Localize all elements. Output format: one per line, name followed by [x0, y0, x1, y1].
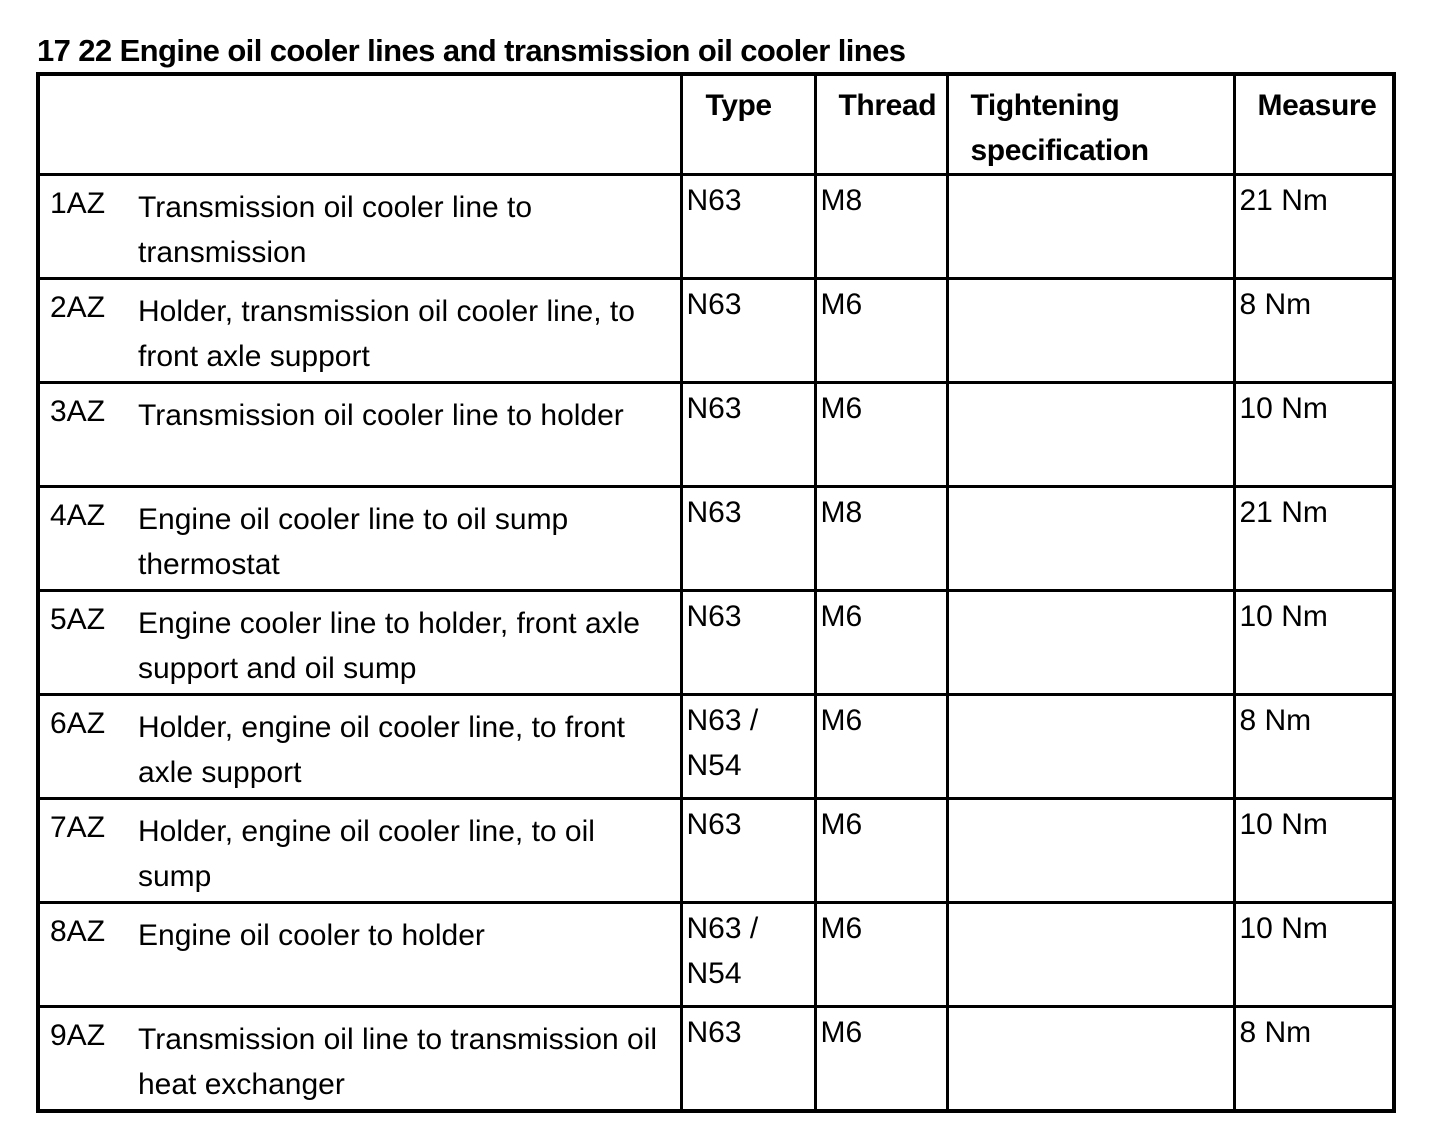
- tightening-cell: [947, 591, 1234, 695]
- measure-cell: 10 Nm: [1234, 903, 1394, 1007]
- column-header-thread: Thread: [815, 74, 947, 175]
- tightening-cell: [947, 799, 1234, 903]
- thread-cell: M6: [815, 279, 947, 383]
- item-number: 1AZ: [50, 187, 106, 220]
- table-row: [38, 279, 1394, 383]
- table-row: [38, 487, 1394, 591]
- item-description: Transmission oil line to transmission oil heat exchanger: [138, 1023, 658, 1101]
- type-cell: N63: [681, 175, 815, 279]
- type-cell: N63: [681, 487, 815, 591]
- item-number: 9AZ: [50, 1019, 106, 1052]
- item-description: Transmission oil cooler line to transmission: [138, 191, 533, 269]
- thread-cell: M6: [815, 591, 947, 695]
- tightening-cell: [947, 1007, 1234, 1111]
- description-cell: [38, 279, 681, 383]
- item-number: 5AZ: [50, 603, 106, 636]
- item-number: 8AZ: [50, 915, 106, 948]
- tightening-cell: [947, 175, 1234, 279]
- description-cell: [38, 903, 681, 1007]
- item-description: Engine cooler line to holder, front axle support and oil sump: [138, 607, 640, 685]
- type-cell: N63 / N54: [681, 695, 815, 799]
- table-row: [38, 799, 1394, 903]
- thread-cell: M6: [815, 695, 947, 799]
- item-number: 2AZ: [50, 291, 106, 324]
- page-title: 17 22 Engine oil cooler lines and transmission oil cooler lines: [37, 33, 906, 68]
- item-number: 7AZ: [50, 811, 106, 844]
- item-description: Holder, engine oil cooler line, to front axle support: [138, 711, 625, 789]
- description-cell: [38, 591, 681, 695]
- measure-cell: 10 Nm: [1234, 591, 1394, 695]
- thread-cell: M6: [815, 1007, 947, 1111]
- table-row: [38, 175, 1394, 279]
- item-description: Engine oil cooler to holder: [138, 919, 485, 952]
- type-cell: N63: [681, 799, 815, 903]
- measure-cell: 8 Nm: [1234, 1007, 1394, 1111]
- tightening-cell: [947, 903, 1234, 1007]
- measure-cell: 8 Nm: [1234, 279, 1394, 383]
- tightening-cell: [947, 279, 1234, 383]
- item-number: 3AZ: [50, 395, 106, 428]
- item-number: 4AZ: [50, 499, 106, 532]
- table-body: [38, 175, 1394, 1111]
- item-description: Transmission oil cooler line to holder: [138, 399, 624, 432]
- table-header-row: [38, 74, 1394, 175]
- column-header-tightening: Tightening specification: [947, 74, 1234, 175]
- description-cell: [38, 695, 681, 799]
- item-number: 6AZ: [50, 707, 106, 740]
- column-header-measure: Measure: [1234, 74, 1394, 175]
- table-row: [38, 591, 1394, 695]
- table-row: [38, 1007, 1394, 1111]
- type-cell: N63: [681, 591, 815, 695]
- column-header-type: Type: [681, 74, 815, 175]
- column-header-description: [38, 74, 681, 175]
- table-row: [38, 903, 1394, 1007]
- description-cell: [38, 383, 681, 487]
- thread-cell: M6: [815, 799, 947, 903]
- tightening-cell: [947, 383, 1234, 487]
- thread-cell: M8: [815, 175, 947, 279]
- item-description: Engine oil cooler line to oil sump thermostat: [138, 503, 569, 581]
- torque-spec-table: [36, 72, 1396, 1113]
- description-cell: [38, 1007, 681, 1111]
- measure-cell: 10 Nm: [1234, 383, 1394, 487]
- measure-cell: 8 Nm: [1234, 695, 1394, 799]
- type-cell: N63 / N54: [681, 903, 815, 1007]
- tightening-cell: [947, 695, 1234, 799]
- item-description: Holder, transmission oil cooler line, to front axle support: [138, 295, 635, 373]
- measure-cell: 21 Nm: [1234, 487, 1394, 591]
- thread-cell: M8: [815, 487, 947, 591]
- measure-cell: 21 Nm: [1234, 175, 1394, 279]
- tightening-cell: [947, 487, 1234, 591]
- table-row: [38, 383, 1394, 487]
- thread-cell: M6: [815, 383, 947, 487]
- measure-cell: 10 Nm: [1234, 799, 1394, 903]
- description-cell: [38, 487, 681, 591]
- description-cell: [38, 175, 681, 279]
- type-cell: N63: [681, 279, 815, 383]
- table-row: [38, 695, 1394, 799]
- description-cell: [38, 799, 681, 903]
- item-description: Holder, engine oil cooler line, to oil sump: [138, 815, 595, 893]
- type-cell: N63: [681, 1007, 815, 1111]
- thread-cell: M6: [815, 903, 947, 1007]
- type-cell: N63: [681, 383, 815, 487]
